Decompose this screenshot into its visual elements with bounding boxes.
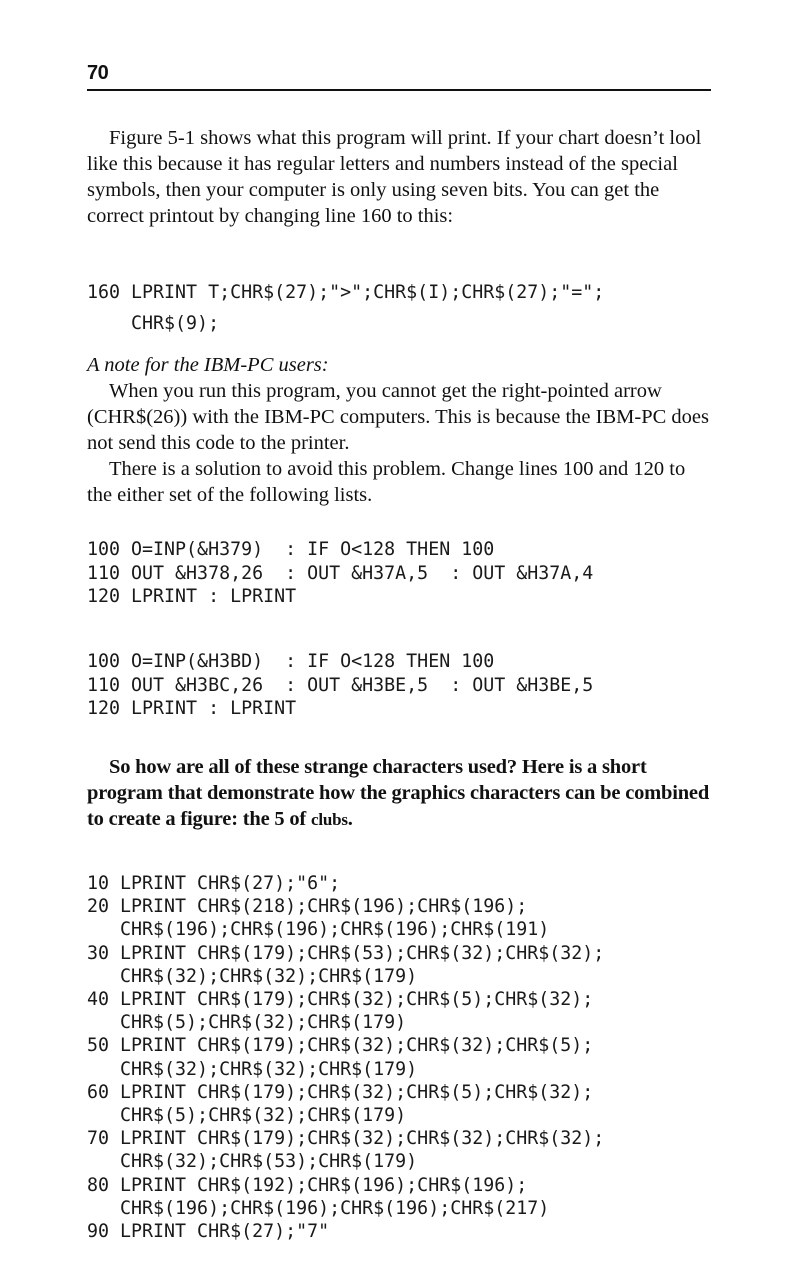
code-line: 80 LPRINT CHR$(192);CHR$(196);CHR$(196);	[87, 1174, 528, 1196]
paragraph-main: So how are all of these strange characters used? Here is a short program that demonstrate how the graphics characters can be combined to create a figure: the 5 of	[87, 756, 710, 830]
ibm-pc-note	[87, 352, 713, 508]
code-line: 10 LPRINT CHR$(27);"6";	[87, 873, 341, 894]
paragraph-end: .	[347, 808, 353, 830]
code-line: 120 LPRINT : LPRINT	[87, 586, 297, 607]
code-line: CHR$(32);CHR$(53);CHR$(179)	[87, 1151, 418, 1173]
code-block-lpt1	[87, 538, 593, 609]
paragraph-text	[87, 754, 713, 833]
code-line: 160 LPRINT T;CHR$(27);">";CHR$(I);CHR$(27);"=";	[87, 282, 605, 303]
code-line: 60 LPRINT CHR$(179);CHR$(32);CHR$(5);CHR$(32);	[87, 1081, 594, 1103]
paragraph-figure-5-1	[87, 125, 713, 229]
code-block-five-of-clubs	[87, 872, 604, 1243]
paragraph-graphics-demo	[87, 754, 713, 833]
code-line: CHR$(196);CHR$(196);CHR$(196);CHR$(191)	[87, 919, 550, 941]
code-line: 110 OUT &H3BC,26 : OUT &H3BE,5 : OUT &H3BE,5	[87, 674, 594, 696]
clubs-word: clubs	[310, 810, 348, 829]
code-line: 110 OUT &H378,26 : OUT &H37A,5 : OUT &H37A,4	[87, 562, 594, 584]
paragraph-text: When you run this program, you cannot get the right-pointed arrow (CHR$(26)) with the IBM-PC computers. This is because the IBM-PC does not send this code to the printer.	[87, 380, 709, 454]
paragraph-text: There is a solution to avoid this problem. Change lines 100 and 120 to the either set of the following lists.	[87, 458, 686, 506]
code-line: CHR$(32);CHR$(32);CHR$(179)	[87, 1058, 418, 1080]
code-block-line-160	[87, 277, 604, 339]
note-heading: A note for the IBM-PC users:	[87, 354, 329, 376]
page-number: 70	[87, 62, 109, 84]
code-line: CHR$(32);CHR$(32);CHR$(179)	[87, 965, 418, 987]
code-line: 20 LPRINT CHR$(218);CHR$(196);CHR$(196);	[87, 896, 528, 918]
code-line: CHR$(196);CHR$(196);CHR$(196);CHR$(217)	[87, 1197, 550, 1219]
code-line: CHR$(5);CHR$(32);CHR$(179)	[87, 1012, 407, 1034]
code-line: CHR$(5);CHR$(32);CHR$(179)	[87, 1105, 407, 1127]
code-line: 70 LPRINT CHR$(179);CHR$(32);CHR$(32);CHR$(32);	[87, 1128, 605, 1150]
code-line: 120 LPRINT : LPRINT	[87, 698, 297, 719]
code-line: 90 LPRINT CHR$(27);"7"	[87, 1221, 330, 1243]
code-line: 50 LPRINT CHR$(179);CHR$(32);CHR$(32);CHR$(5);	[87, 1035, 594, 1057]
code-line: 100 O=INP(&H3BD) : IF O<128 THEN 100	[87, 651, 495, 672]
code-line: 30 LPRINT CHR$(179);CHR$(53);CHR$(32);CHR$(32);	[87, 942, 605, 964]
code-line: CHR$(9);	[87, 313, 220, 334]
code-block-lpt-mono	[87, 650, 593, 721]
code-line: 40 LPRINT CHR$(179);CHR$(32);CHR$(5);CHR$(32);	[87, 989, 594, 1011]
paragraph-text: Figure 5-1 shows what this program will print. If your chart doesn’t lool like this because it has regular letters and numbers instead of the special symbols, then your computer is only using seven bits. You can get the correct printout by changing line 160 to this:	[87, 127, 702, 227]
code-line: 100 O=INP(&H379) : IF O<128 THEN 100	[87, 539, 495, 560]
header-rule	[87, 89, 711, 91]
